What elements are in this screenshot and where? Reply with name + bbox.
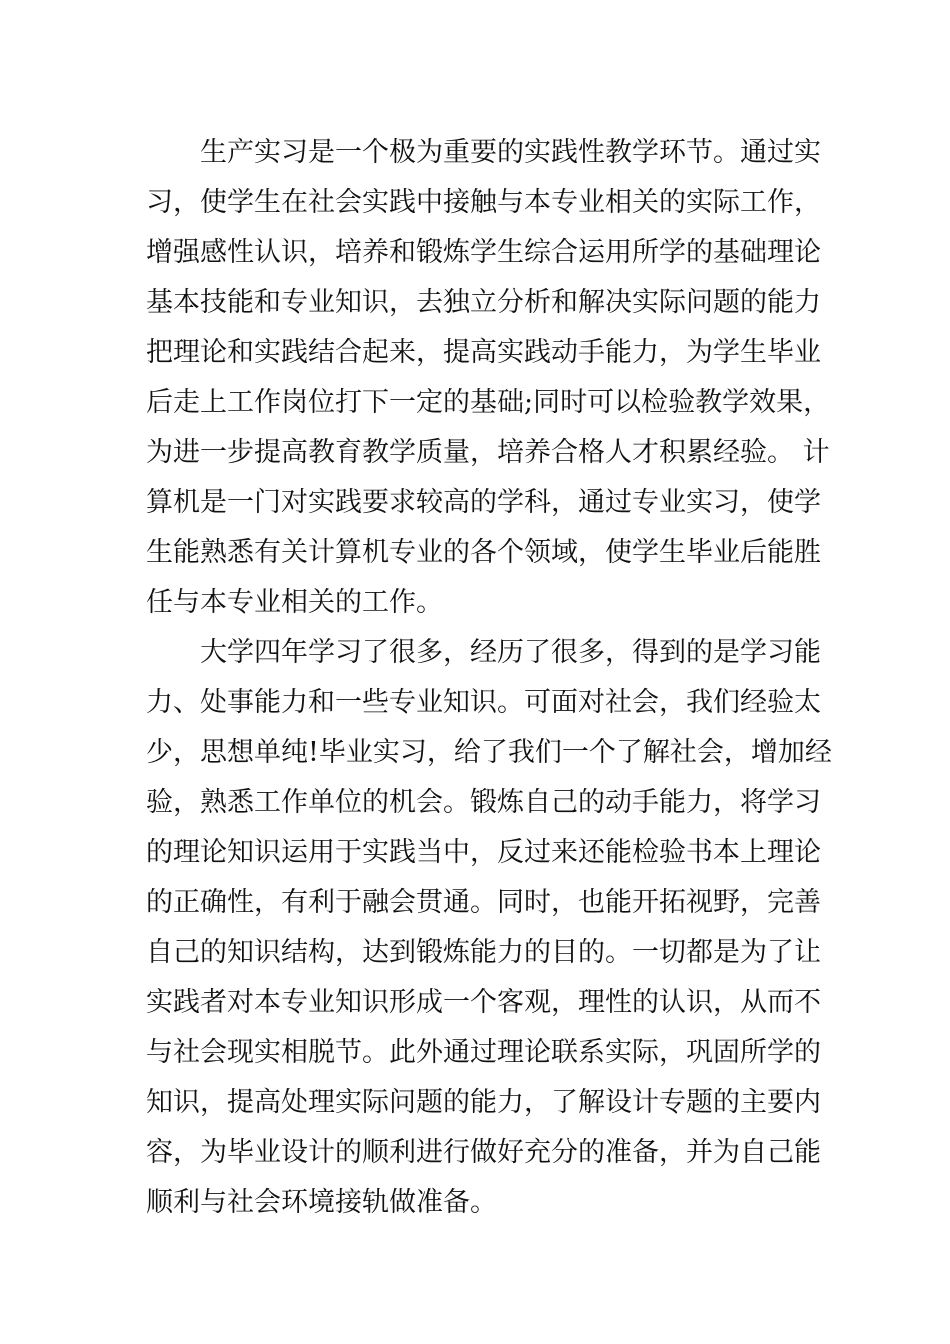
text-line: 后走上工作岗位打下一定的基础;同时可以检验教学效果， [146, 387, 831, 418]
text-line: 实践者对本专业知识形成一个客观，理性的认识，从而不 [146, 987, 821, 1018]
text-line: 基本技能和专业知识，去独立分析和解决实际问题的能力 [146, 287, 821, 318]
text-line: 生产实习是一个极为重要的实践性教学环节。通过实 [200, 137, 821, 168]
paragraph-2 [146, 628, 832, 1228]
text-line: 容，为毕业设计的顺利进行做好充分的准备，并为自己能 [146, 1137, 821, 1168]
text-line: 的正确性，有利于融会贯通。同时，也能开拓视野，完善 [146, 887, 821, 918]
text-line: 任与本专业相关的工作。 [146, 587, 443, 618]
text-line: 自己的知识结构，达到锻炼能力的目的。一切都是为了让 [146, 937, 821, 968]
text-line: 把理论和实践结合起来，提高实践动手能力，为学生毕业 [146, 337, 821, 368]
text-line: 为进一步提高教育教学质量，培养合格人才积累经验。 计 [146, 437, 830, 468]
text-line: 验，熟悉工作单位的机会。锻炼自己的动手能力，将学习 [146, 787, 821, 818]
text-line: 算机是一门对实践要求较高的学科，通过专业实习，使学 [146, 487, 821, 518]
text-line: 习，使学生在社会实践中接触与本专业相关的实际工作， [146, 187, 821, 218]
document-body [146, 128, 832, 1228]
text-line: 与社会现实相脱节。此外通过理论联系实际，巩固所学的 [146, 1037, 821, 1068]
text-line: 大学四年学习了很多，经历了很多，得到的是学习能 [200, 637, 821, 668]
text-line: 少，思想单纯!毕业实习，给了我们一个了解社会，增加经 [146, 737, 832, 768]
paragraph-1 [146, 128, 831, 628]
text-line: 增强感性认识，培养和锻炼学生综合运用所学的基础理论 [146, 237, 821, 268]
text-line: 知识，提高处理实际问题的能力，了解设计专题的主要内 [146, 1087, 821, 1118]
text-line: 的理论知识运用于实践当中，反过来还能检验书本上理论 [146, 837, 821, 868]
text-line: 生能熟悉有关计算机专业的各个领域，使学生毕业后能胜 [146, 537, 821, 568]
text-line: 顺利与社会环境接轨做准备。 [146, 1187, 497, 1218]
text-line: 力、处事能力和一些专业知识。可面对社会，我们经验太 [146, 687, 821, 718]
